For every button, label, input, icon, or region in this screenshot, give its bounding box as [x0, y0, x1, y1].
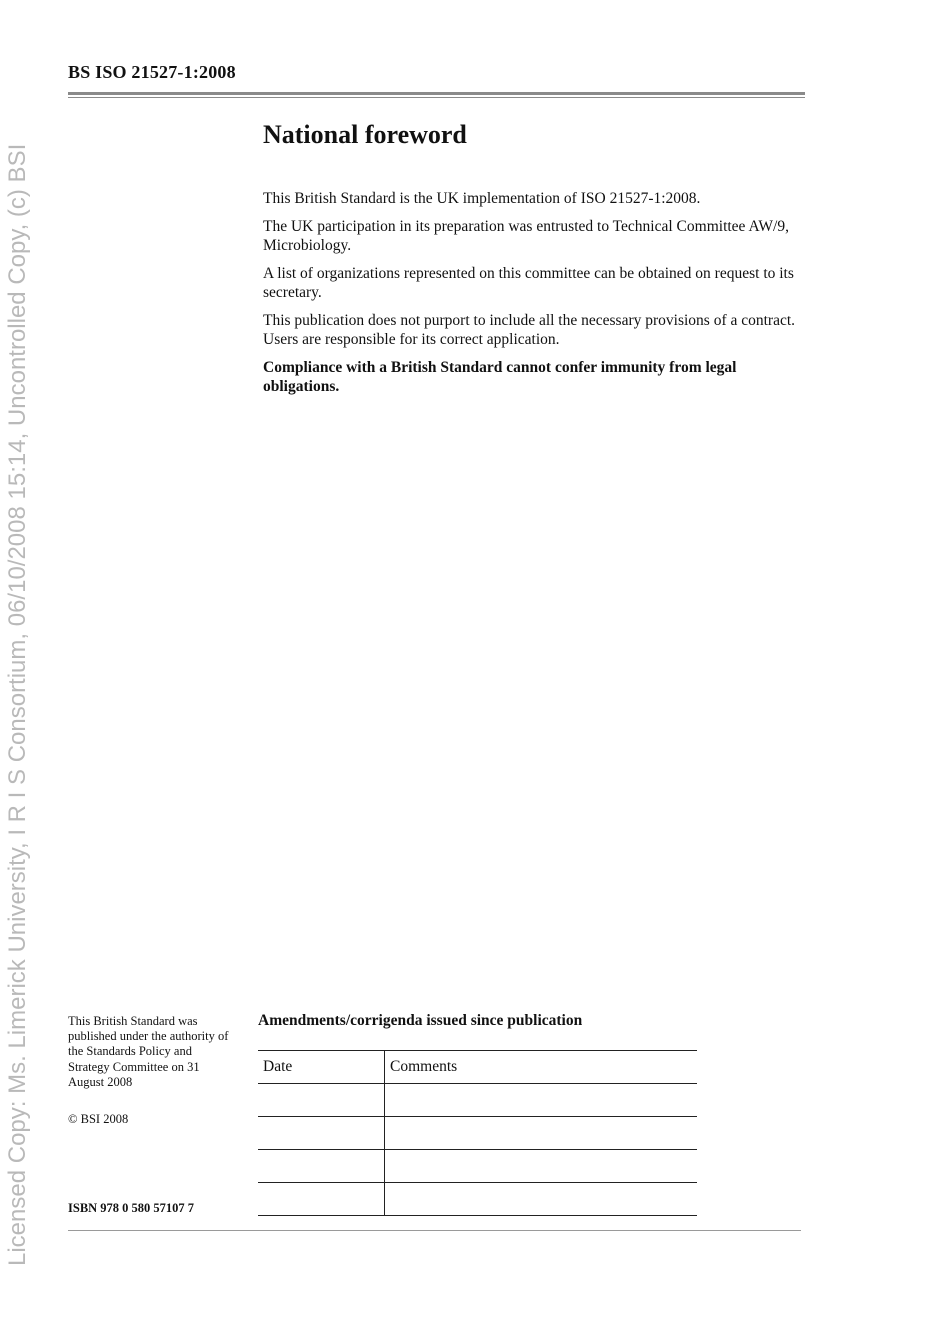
foreword-paragraph: The UK participation in its preparation was entrusted to Technical Committee AW/9, Microbiology. [263, 218, 789, 254]
license-watermark: Licensed Copy: Ms. Limerick University, I R I S Consortium, 06/10/2008 15:14, Uncontrolled Copy, (c) BSI [4, 143, 31, 1266]
header-rule-thick [68, 92, 805, 95]
column-header-comments: Comments [385, 1051, 698, 1084]
foreword-body [263, 189, 803, 405]
copyright-notice: © BSI 2008 [68, 1112, 129, 1126]
footer-rule [68, 1230, 801, 1231]
comments-cell [385, 1183, 698, 1216]
comments-cell [385, 1084, 698, 1117]
amendments-title: Amendments/corrigenda issued since publication [258, 1012, 583, 1029]
publication-note: This British Standard was published under the authority of the Standards Policy and Strategy Committee on 31 August 2008 [68, 1014, 229, 1089]
comments-cell [385, 1150, 698, 1183]
date-cell [258, 1183, 385, 1216]
compliance-statement: Compliance with a British Standard cannot confer immunity from legal obligations. [263, 359, 737, 395]
table-row [258, 1150, 697, 1183]
comments-cell [385, 1117, 698, 1150]
table-row [258, 1117, 697, 1150]
page-title: National foreword [263, 120, 467, 149]
date-cell [258, 1117, 385, 1150]
date-cell [258, 1084, 385, 1117]
table-header-row [258, 1051, 697, 1084]
isbn: ISBN 978 0 580 57107 7 [68, 1201, 195, 1215]
foreword-paragraph: This publication does not purport to include all the necessary provisions of a contract. Users are responsible for its correct application. [263, 312, 796, 348]
document-id: BS ISO 21527-1:2008 [68, 62, 236, 82]
date-cell [258, 1150, 385, 1183]
table-row [258, 1084, 697, 1117]
table-row [258, 1183, 697, 1216]
column-header-date: Date [258, 1051, 385, 1084]
amendments-table [258, 1050, 697, 1216]
header-rule-thin [68, 97, 805, 98]
foreword-paragraph: A list of organizations represented on this committee can be obtained on request to its secretary. [263, 265, 794, 301]
foreword-paragraph: This British Standard is the UK implementation of ISO 21527-1:2008. [263, 190, 701, 207]
